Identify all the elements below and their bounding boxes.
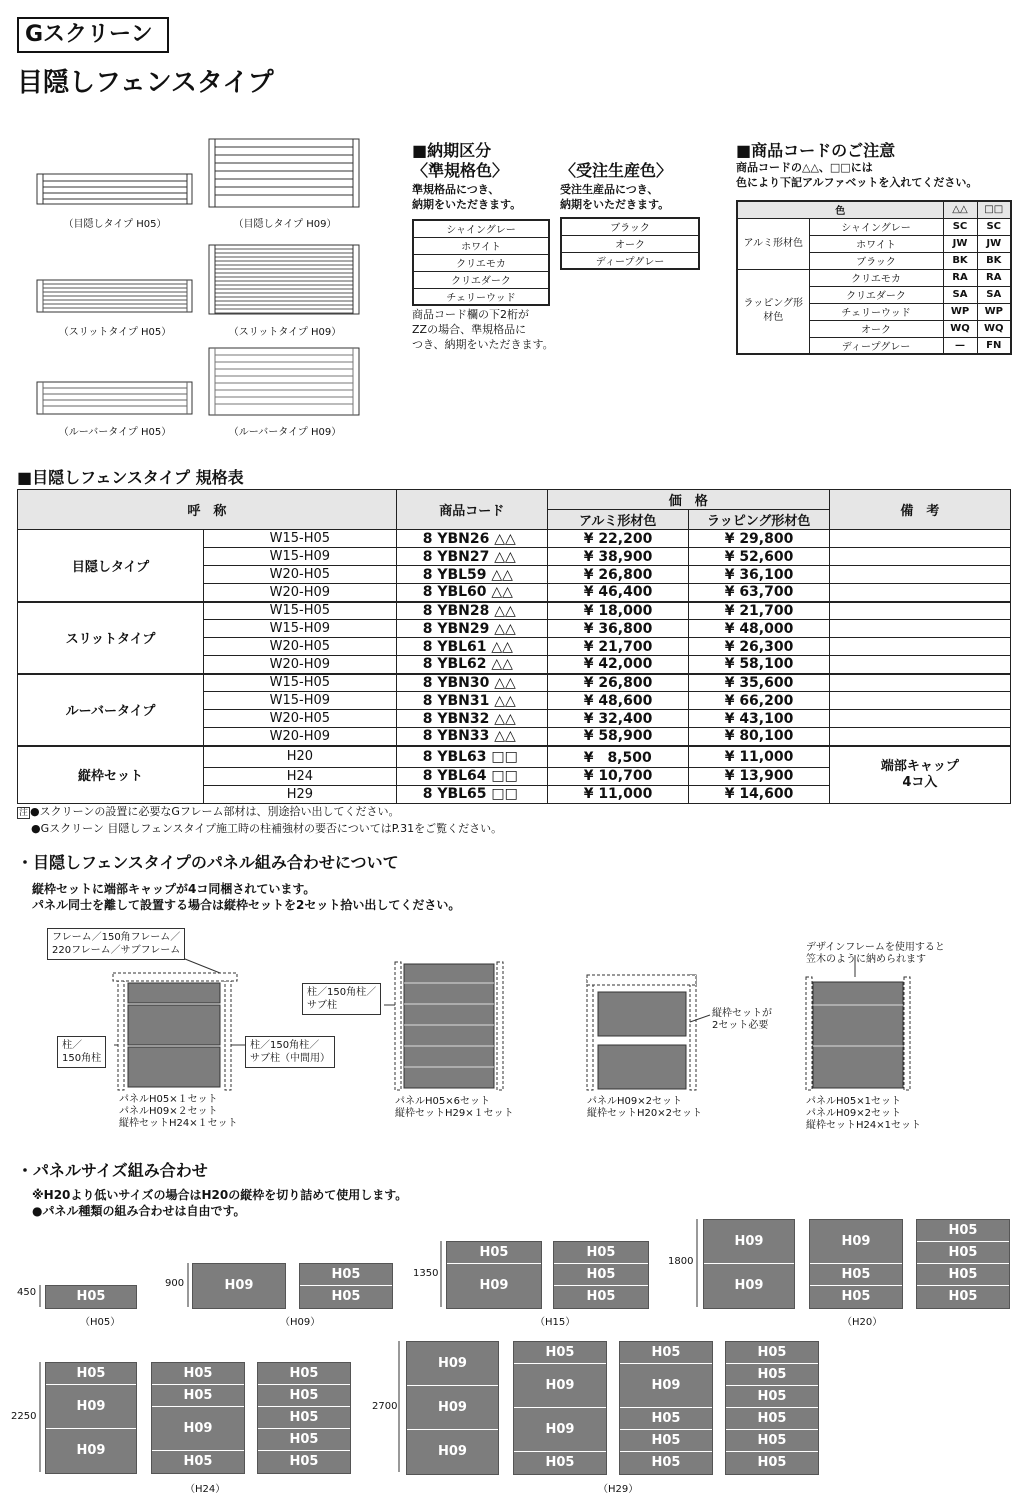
spec-code: 8 YBN31 △△ bbox=[396, 692, 547, 710]
panel-h05: H05 bbox=[514, 1342, 606, 1364]
panel-h05: H05 bbox=[651, 1455, 681, 1470]
panel-stack bbox=[809, 1219, 903, 1309]
panel-stack bbox=[619, 1341, 713, 1475]
std-color-cell: チェリーウッド bbox=[413, 288, 549, 305]
spec-code: 8 YBL62 △△ bbox=[396, 656, 547, 674]
panel-stack bbox=[257, 1362, 351, 1474]
code-b: RA bbox=[977, 269, 1011, 286]
panel-h09: H09 bbox=[76, 1443, 106, 1458]
code-b: JW bbox=[977, 235, 1011, 252]
std-color-table bbox=[412, 219, 550, 306]
product-badge: Gスクリーン bbox=[17, 17, 169, 53]
std-color-cell: ホワイト bbox=[413, 237, 549, 254]
dim-450: 450 bbox=[17, 1287, 37, 1298]
d4-caption: パネルH05×1セット パネルH09×2セット 縦枠セットH24×1セット bbox=[806, 1096, 921, 1131]
spec-size: W20-H09 bbox=[204, 656, 397, 674]
spec-price-alu: ¥ 11,000 bbox=[547, 785, 688, 803]
panel-stack bbox=[725, 1341, 819, 1475]
code-col-a: △△ bbox=[943, 201, 977, 218]
sizes-heading: ・パネルサイズ組み合わせ bbox=[17, 1161, 208, 1180]
order-color-table bbox=[560, 217, 700, 270]
panel-h05: H05 bbox=[258, 1385, 350, 1407]
code-a: RA bbox=[943, 269, 977, 286]
code-note-text: 商品コードの△△、□□には 色により下記アルファベットを入れてください。 bbox=[736, 161, 978, 189]
spec-type-name: ルーバータイプ bbox=[18, 674, 204, 746]
panel-stack bbox=[513, 1341, 607, 1475]
spec-type-name: スリットタイプ bbox=[18, 602, 204, 674]
panel-stack bbox=[45, 1285, 137, 1309]
panel-h05: H05 bbox=[726, 1342, 818, 1364]
spec-row bbox=[18, 674, 1011, 692]
panel-h09: H09 bbox=[438, 1444, 467, 1459]
spec-price-wrap: ¥ 21,700 bbox=[688, 602, 829, 620]
panel-h05: H05 bbox=[447, 1242, 541, 1264]
order-color-cell: ブラック bbox=[561, 218, 699, 235]
spec-row bbox=[18, 602, 1011, 620]
panel-stack bbox=[151, 1362, 245, 1474]
panel-h05: H05 bbox=[726, 1408, 818, 1430]
spec-note bbox=[829, 692, 1010, 710]
zz-note: 商品コード欄の下2桁が ZZの場合、準規格品に つき、納期をいただきます。 bbox=[412, 308, 554, 351]
spec-price-alu: ¥ 26,800 bbox=[547, 566, 688, 584]
code-b: SC bbox=[977, 218, 1011, 235]
spec-row bbox=[18, 746, 1011, 768]
dim-900: 900 bbox=[165, 1278, 185, 1289]
panel-h09: H09 bbox=[152, 1407, 244, 1451]
spec-price-alu: ¥ 18,000 bbox=[547, 602, 688, 620]
thumb-louver-h05 bbox=[35, 380, 195, 416]
code-note-heading: ■商品コードのご注意 bbox=[736, 141, 896, 160]
code-b: WQ bbox=[977, 320, 1011, 337]
panel-h05: H05 bbox=[289, 1454, 319, 1469]
order-color-cell: オーク bbox=[561, 235, 699, 252]
cap-h24: （H24） bbox=[185, 1484, 226, 1495]
spec-code: 8 YBL65 □□ bbox=[396, 785, 547, 803]
spec-note bbox=[829, 620, 1010, 638]
mid-post-label: 柱／150角柱／ サブ柱（中間用） bbox=[245, 1036, 335, 1068]
code-b: FN bbox=[977, 337, 1011, 354]
spec-code: 8 YBL63 □□ bbox=[396, 746, 547, 768]
spec-type-name: 縦枠セット bbox=[18, 746, 204, 804]
spec-note: 端部キャップ 4コ入 bbox=[829, 746, 1010, 804]
d2-caption: パネルH05×6セット 縦枠セットH29×１セット bbox=[395, 1096, 514, 1119]
delivery-heading: ■納期区分 bbox=[412, 141, 492, 160]
order-color-cell: ディープグレー bbox=[561, 252, 699, 269]
spec-size: W15-H05 bbox=[204, 674, 397, 692]
spec-price-wrap: ¥ 26,300 bbox=[688, 638, 829, 656]
spec-price-alu: ¥ 22,200 bbox=[547, 530, 688, 548]
spec-price-alu: ¥ 58,900 bbox=[547, 728, 688, 746]
cap-h20: （H20） bbox=[842, 1317, 883, 1328]
spec-code: 8 YBN28 △△ bbox=[396, 602, 547, 620]
spec-type-name: 目隠しタイプ bbox=[18, 530, 204, 602]
spec-code: 8 YBN29 △△ bbox=[396, 620, 547, 638]
panel-h05: H05 bbox=[620, 1430, 712, 1452]
spec-note bbox=[829, 710, 1010, 728]
spec-note bbox=[829, 548, 1010, 566]
panel-h09: H09 bbox=[734, 1278, 764, 1293]
spec-size: W15-H05 bbox=[204, 530, 397, 548]
panel-h09: H09 bbox=[514, 1364, 606, 1408]
spec-size: W15-H09 bbox=[204, 548, 397, 566]
spec-heading: ■目隠しフェンスタイプ 規格表 bbox=[17, 468, 244, 487]
spec-size: W20-H05 bbox=[204, 710, 397, 728]
spec-price-wrap: ¥ 48,000 bbox=[688, 620, 829, 638]
spec-code: 8 YBL64 □□ bbox=[396, 767, 547, 785]
thumb-mekakushi-h05 bbox=[35, 172, 195, 207]
panel-h05: H05 bbox=[554, 1264, 648, 1286]
spec-code: 8 YBN32 △△ bbox=[396, 710, 547, 728]
panel-stack bbox=[45, 1362, 137, 1474]
spec-table bbox=[17, 489, 1011, 804]
spec-code: 8 YBL60 △△ bbox=[396, 584, 547, 602]
spec-price-alu: ¥ 42,000 bbox=[547, 656, 688, 674]
spec-price-alu: ¥ 10,700 bbox=[547, 767, 688, 785]
page-title: 目隠しフェンスタイプ bbox=[17, 68, 274, 98]
panel-h05: H05 bbox=[917, 1264, 1009, 1286]
spec-size: W20-H05 bbox=[204, 638, 397, 656]
order-color-heading: 〈受注生産色〉 bbox=[560, 161, 673, 180]
order-text: 受注生産品につき、 納期をいただきます。 bbox=[560, 183, 670, 211]
d4-label: デザインフレームを使用すると 笠木のように納められます bbox=[806, 942, 945, 965]
panel-h09: H09 bbox=[810, 1220, 902, 1264]
spec-size: H29 bbox=[204, 785, 397, 803]
spec-price-wrap: ¥ 52,600 bbox=[688, 548, 829, 566]
code-color-name: ブラック bbox=[809, 252, 943, 269]
dim-2250: 2250 bbox=[11, 1411, 37, 1422]
code-color-name: クリエモカ bbox=[809, 269, 943, 286]
d1-caption: パネルH05×１セット パネルH09×２セット 縦枠セットH24×１セット bbox=[119, 1094, 238, 1129]
std-color-heading: 〈準規格色〉 bbox=[412, 161, 509, 180]
dim-2700: 2700 bbox=[372, 1401, 398, 1412]
cap-h05: （H05） bbox=[80, 1317, 121, 1328]
thumb-caption: （スリットタイプ H05） bbox=[58, 327, 172, 338]
cap-h15: （H15） bbox=[535, 1317, 576, 1328]
spec-price-wrap: ¥ 58,100 bbox=[688, 656, 829, 674]
spec-price-alu: ¥ 32,400 bbox=[547, 710, 688, 728]
panel-h05: H05 bbox=[726, 1386, 818, 1408]
spec-note bbox=[829, 530, 1010, 548]
panel-h05: H05 bbox=[331, 1289, 361, 1304]
sizes-notes: ※H20より低いサイズの場合はH20の縦枠を切り詰めて使用します。 ●パネル種類の組み合わせは自由です。 bbox=[32, 1188, 408, 1218]
panel-h09: H09 bbox=[224, 1278, 254, 1293]
spec-note bbox=[829, 656, 1010, 674]
panel-h09: H09 bbox=[704, 1220, 794, 1264]
panel-h05: H05 bbox=[183, 1454, 213, 1469]
code-color-name: シャイングレー bbox=[809, 218, 943, 235]
code-b: BK bbox=[977, 252, 1011, 269]
thumb-caption: （ルーバータイプ H09） bbox=[228, 427, 342, 438]
panel-stack bbox=[299, 1263, 393, 1309]
std-text: 準規格品につき、 納期をいただきます。 bbox=[412, 183, 522, 211]
spec-size: W15-H09 bbox=[204, 620, 397, 638]
dim-1800: 1800 bbox=[668, 1256, 694, 1267]
panel-stack bbox=[916, 1219, 1010, 1309]
panel-h05: H05 bbox=[620, 1342, 712, 1364]
spec-price-alu: ¥ 26,800 bbox=[547, 674, 688, 692]
spec-size: W15-H09 bbox=[204, 692, 397, 710]
cap-h09: （H09） bbox=[280, 1317, 321, 1328]
code-a: WQ bbox=[943, 320, 977, 337]
code-group-wrap: ラッピング形材色 bbox=[737, 269, 809, 354]
col-code: 商品コード bbox=[396, 490, 547, 530]
std-color-cell: クリエモカ bbox=[413, 254, 549, 271]
spec-price-alu: ¥ 48,600 bbox=[547, 692, 688, 710]
spec-price-wrap: ¥ 66,200 bbox=[688, 692, 829, 710]
code-color-name: オーク bbox=[809, 320, 943, 337]
panel-h09: H09 bbox=[479, 1278, 509, 1293]
spec-size: W20-H05 bbox=[204, 566, 397, 584]
code-col-b: □□ bbox=[977, 201, 1011, 218]
col-wrap: ラッピング形材色 bbox=[688, 510, 829, 530]
panel-h05: H05 bbox=[917, 1220, 1009, 1242]
thumb-caption: （ルーバータイプ H05） bbox=[58, 427, 172, 438]
code-a: JW bbox=[943, 235, 977, 252]
code-group-alu: アルミ形材色 bbox=[737, 218, 809, 269]
spec-price-wrap: ¥ 35,600 bbox=[688, 674, 829, 692]
panel-h05: H05 bbox=[948, 1289, 978, 1304]
panel-h05: H05 bbox=[586, 1289, 616, 1304]
spec-note bbox=[829, 566, 1010, 584]
spec-price-wrap: ¥ 36,100 bbox=[688, 566, 829, 584]
code-a: SA bbox=[943, 286, 977, 303]
thumb-slit-h09 bbox=[207, 243, 362, 316]
d3-label: 縦枠セットが 2セット必要 bbox=[712, 1008, 772, 1031]
spec-code: 8 YBL61 △△ bbox=[396, 638, 547, 656]
panel-h05: H05 bbox=[46, 1363, 136, 1385]
code-a: — bbox=[943, 337, 977, 354]
panel-h05: H05 bbox=[545, 1455, 575, 1470]
spec-price-alu: ¥ 46,400 bbox=[547, 584, 688, 602]
panel-h05: H05 bbox=[258, 1429, 350, 1451]
panel-h05: H05 bbox=[152, 1385, 244, 1407]
code-color-name: クリエダーク bbox=[809, 286, 943, 303]
panel-h05: H05 bbox=[554, 1242, 648, 1264]
panel-stack bbox=[192, 1263, 286, 1309]
spec-size: H24 bbox=[204, 767, 397, 785]
panel-h05: H05 bbox=[258, 1407, 350, 1429]
spec-size: W20-H09 bbox=[204, 728, 397, 746]
spec-price-wrap: ¥ 13,900 bbox=[688, 767, 829, 785]
panel-stack bbox=[703, 1219, 795, 1309]
panel-stack bbox=[446, 1241, 542, 1309]
spec-price-alu: ¥ 36,800 bbox=[547, 620, 688, 638]
panel-h05: H05 bbox=[258, 1363, 350, 1385]
code-color-name: ディープグレー bbox=[809, 337, 943, 354]
dim-1350: 1350 bbox=[413, 1268, 439, 1279]
spec-note bbox=[829, 638, 1010, 656]
col-name: 呼 称 bbox=[18, 490, 397, 530]
panel-stack bbox=[553, 1241, 649, 1309]
thumb-slit-h05 bbox=[35, 278, 195, 314]
panel-h09: H09 bbox=[514, 1408, 606, 1452]
spec-note bbox=[829, 602, 1010, 620]
panel-h05: H05 bbox=[810, 1264, 902, 1286]
spec-size: H20 bbox=[204, 746, 397, 768]
panel-h05: H05 bbox=[757, 1455, 787, 1470]
spec-note bbox=[829, 584, 1010, 602]
col-note: 備 考 bbox=[829, 490, 1010, 530]
thumb-caption: （目隠しタイプ H05） bbox=[63, 219, 167, 230]
code-a: BK bbox=[943, 252, 977, 269]
col-price: 価 格 bbox=[547, 490, 829, 510]
panel-h09: H09 bbox=[407, 1342, 498, 1386]
spec-note bbox=[829, 728, 1010, 746]
panel-h05: H05 bbox=[152, 1363, 244, 1385]
spec-code: 8 YBN26 △△ bbox=[396, 530, 547, 548]
panel-h05: H05 bbox=[726, 1430, 818, 1452]
spec-price-alu: ¥ 8,500 bbox=[547, 746, 688, 768]
d3-caption: パネルH09×2セット 縦枠セットH20×2セット bbox=[587, 1096, 702, 1119]
code-col-color: 色 bbox=[737, 201, 943, 218]
thumb-mekakushi-h09 bbox=[207, 137, 362, 209]
spec-code: 8 YBL59 △△ bbox=[396, 566, 547, 584]
spec-price-wrap: ¥ 14,600 bbox=[688, 785, 829, 803]
code-b: WP bbox=[977, 303, 1011, 320]
code-a: SC bbox=[943, 218, 977, 235]
panel-h05: H05 bbox=[841, 1289, 871, 1304]
panel-h05: H05 bbox=[620, 1408, 712, 1430]
spec-code: 8 YBN33 △△ bbox=[396, 728, 547, 746]
spec-notes: 注 ●スクリーンの設置に必要なGフレーム部材は、別途拾い出してください。 ●Gスクリーン 目隠しフェンスタイプ施工時の柱補強材の要否についてはP.31をご覧ください。 bbox=[19, 805, 503, 835]
spec-price-wrap: ¥ 43,100 bbox=[688, 710, 829, 728]
code-color-name: チェリーウッド bbox=[809, 303, 943, 320]
spec-price-wrap: ¥ 80,100 bbox=[688, 728, 829, 746]
post-label: 柱／ 150角柱 bbox=[57, 1036, 106, 1068]
frame-label: フレーム／150角フレーム／ 220フレーム／サブフレーム bbox=[47, 928, 185, 960]
thumb-caption: （目隠しタイプ H09） bbox=[233, 219, 337, 230]
code-b: SA bbox=[977, 286, 1011, 303]
spec-price-wrap: ¥ 29,800 bbox=[688, 530, 829, 548]
spec-code: 8 YBN27 △△ bbox=[396, 548, 547, 566]
spec-code: 8 YBN30 △△ bbox=[396, 674, 547, 692]
spec-row bbox=[18, 530, 1011, 548]
panel-h09: H09 bbox=[46, 1385, 136, 1429]
std-color-cell: クリエダーク bbox=[413, 271, 549, 288]
spec-price-alu: ¥ 38,900 bbox=[547, 548, 688, 566]
spec-size: W20-H09 bbox=[204, 584, 397, 602]
spec-price-wrap: ¥ 63,700 bbox=[688, 584, 829, 602]
panel-h05: H05 bbox=[917, 1242, 1009, 1264]
cap-h29: （H29） bbox=[598, 1484, 639, 1495]
thumb-louver-h09 bbox=[207, 346, 362, 417]
panel-h09: H09 bbox=[407, 1386, 498, 1430]
spec-size: W15-H05 bbox=[204, 602, 397, 620]
spec-price-wrap: ¥ 11,000 bbox=[688, 746, 829, 768]
d2-label: 柱／150角柱／ サブ柱 bbox=[302, 983, 381, 1015]
code-a: WP bbox=[943, 303, 977, 320]
panel-h05: H05 bbox=[76, 1289, 106, 1304]
panel-h05: H05 bbox=[726, 1364, 818, 1386]
panel-stack bbox=[406, 1341, 499, 1475]
combo-heading: ・目隠しフェンスタイプのパネル組み合わせについて bbox=[17, 853, 399, 872]
spec-note bbox=[829, 674, 1010, 692]
std-color-cell: シャイングレー bbox=[413, 220, 549, 237]
col-alu: アルミ形材色 bbox=[547, 510, 688, 530]
panel-h05: H05 bbox=[300, 1264, 392, 1286]
combo-text: 縦枠セットに端部キャップが4コ同梱されています。 パネル同士を離して設置する場合は縦枠セットを2セット拾い出してください。 bbox=[32, 882, 461, 912]
spec-price-alu: ¥ 21,700 bbox=[547, 638, 688, 656]
thumb-caption: （スリットタイプ H09） bbox=[228, 327, 342, 338]
code-table bbox=[736, 200, 1012, 355]
code-color-name: ホワイト bbox=[809, 235, 943, 252]
panel-h09: H09 bbox=[620, 1364, 712, 1408]
